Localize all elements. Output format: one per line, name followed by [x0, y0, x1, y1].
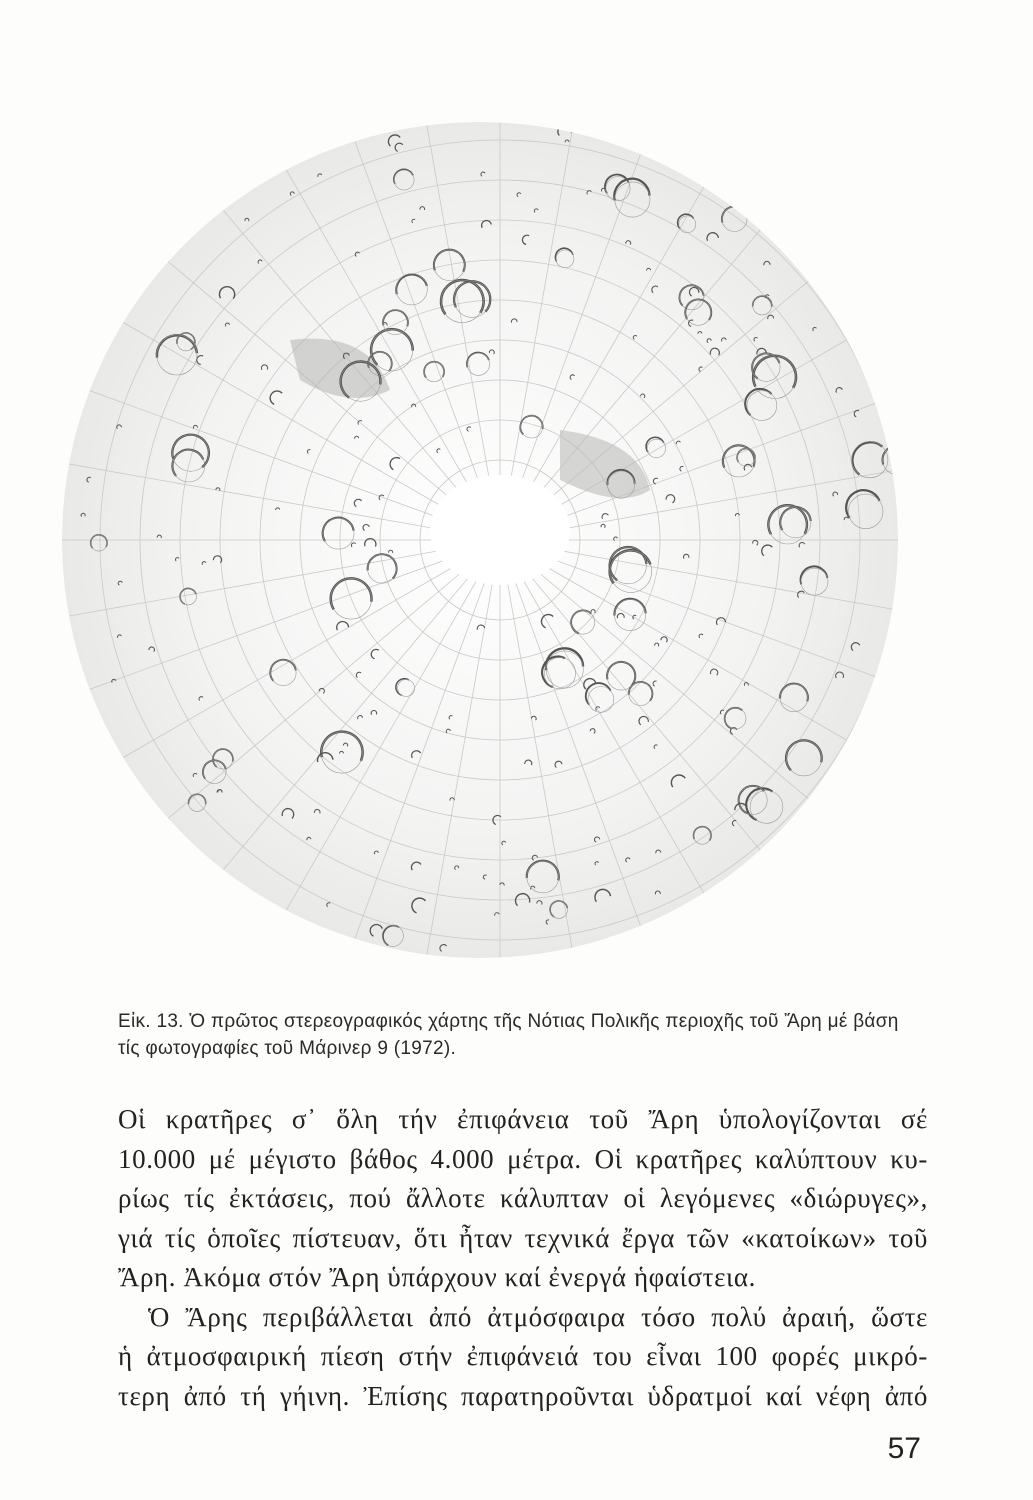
body-text: [118, 1100, 928, 1416]
caption-line: τίς φωτογραφίες τοῦ Μάρινερ 9 (1972).: [118, 1038, 457, 1059]
text-line: ρίως τίς ἐκτάσεις, πού ἄλλοτε κάλυπταν οἱ λεγόμενες «διώρυγες»,: [118, 1183, 928, 1213]
text-line: γιά τίς ὁποῖες πίστευαν, ὅτι ἦταν τεχνικά ἔργα τῶν «κατοίκων» τοῦ: [118, 1222, 928, 1253]
caption-line: Εἰκ. 13. Ὁ πρῶτος στερεογραφικός χάρτης τῆς Νότιας Πολικῆς περιοχῆς τοῦ Ἄρη μέ βάση: [118, 1011, 899, 1032]
polar-cap: [430, 475, 570, 585]
text-line: 10.000 μέ μέγιστο βάθος 4.000 μέτρα. Οἱ κρατῆρες καλύπτουν κυ-: [118, 1143, 928, 1174]
page-number: 57: [887, 1432, 921, 1465]
figure-caption: [118, 1008, 928, 1062]
crater: [751, 866, 755, 869]
text-line: Ὁ Ἄρης περιβάλλεται ἀπό ἀτμόσφαιρα τόσο πολύ ἀραιή, ὥστε: [148, 1301, 928, 1332]
map-disc: [40, 110, 920, 970]
text-line: Οἱ κρατῆρες σ᾽ ὅλη τήν ἐπιφάνεια τοῦ Ἄρη ὑπολογίζονται σέ: [118, 1104, 928, 1134]
text-line: Ἄρη. Ἀκόμα στόν Ἄρη ὑπάρχουν καί ἐνεργά ἡφαίστεια.: [118, 1262, 756, 1292]
text-line: ἡ ἀτμοσφαιρική πίεση στήν ἐπιφάνειά του εἶναι 100 φορές μικρό-: [118, 1341, 928, 1371]
mars-south-polar-map: [40, 110, 920, 970]
text-line: τερη ἀπό τή γήινη. Ἐπίσης παρατηροῦνται ὑδρατμοί καί νέφη ἀπό: [118, 1380, 928, 1411]
crater: [596, 132, 600, 135]
